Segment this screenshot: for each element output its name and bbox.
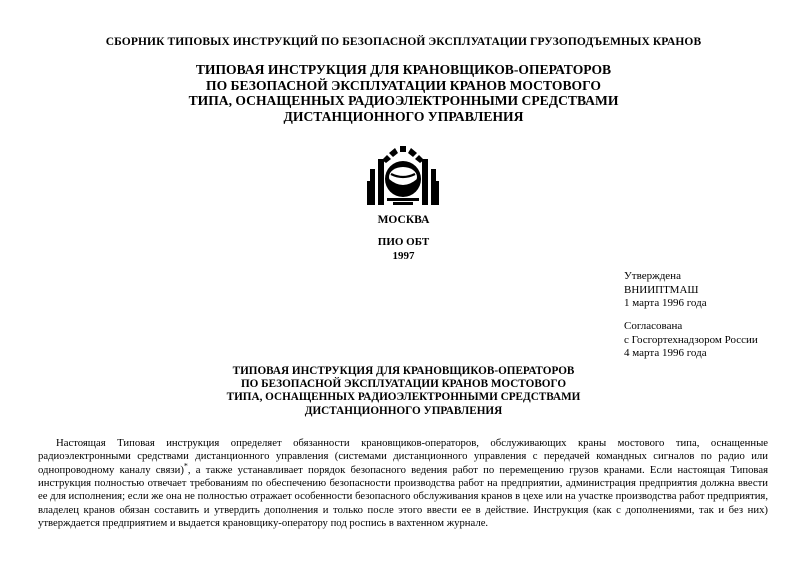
document-title-line: ТИПА, ОСНАЩЕННЫХ РАДИОЭЛЕКТРОННЫМИ СРЕДСТВАМИ xyxy=(226,391,581,404)
imprint-year: 1997 xyxy=(392,250,415,262)
document-title xyxy=(0,365,807,418)
intro-paragraph xyxy=(38,437,768,531)
main-title-line: ТИПОВАЯ ИНСТРУКЦИЯ ДЛЯ КРАНОВЩИКОВ-ОПЕРАТОРОВ xyxy=(195,62,612,77)
document-title-line: ПО БЕЗОПАСНОЙ ЭКСПЛУАТАЦИИ КРАНОВ МОСТОВОГО xyxy=(240,378,567,391)
agreement-block xyxy=(624,320,758,361)
publisher-emblem-icon xyxy=(367,145,439,205)
intro-paragraph-part: , а также устанавливает порядок безопасного ведения работ по перемещению грузов кранами. Если настоящая Типовая инструкция полностью отвечает требованиям по обеспечению безопасности производства работ на предприятии, администрация предприятия должна ввести ее для исполнения; если же она не полностью отражает особенности безопасного обслуживания кранов в цехе или на участке производства работ предприятия, владелец кранов обязан составить и утвердить дополнения и только после этого ввести ее в действие. Инструкция (как с дополнениями, так и без них) утверждается предприятием и выдается крановщику-оператору под роспись в вахтенном журнале. xyxy=(38,463,768,530)
imprint-publisher: ПИО ОБТ xyxy=(377,236,430,248)
agreement-line: с Госгортехнадзором России xyxy=(624,333,758,346)
main-title xyxy=(0,62,807,124)
footnote-mark[interactable]: * xyxy=(183,460,188,470)
approval-line: 1 марта 1996 года xyxy=(624,297,707,309)
series-title: СБОРНИК ТИПОВЫХ ИНСТРУКЦИЙ ПО БЕЗОПАСНОЙ ЭКСПЛУАТАЦИИ ГРУЗОПОДЪЕМНЫХ КРАНОВ xyxy=(105,36,702,48)
document-title-line: ТИПОВАЯ ИНСТРУКЦИЯ ДЛЯ КРАНОВЩИКОВ-ОПЕРАТОРОВ xyxy=(232,365,575,377)
intro-paragraph-part: Настоящая Типовая инструкция определяет обязанности крановщиков-операторов, обслуживающих краны мостового типа, оснащенные радиоэлектронными средствами дистанционного управления (системами дистанционного управления с передачей командных сигналов по радио или однопроводному каналу связи) xyxy=(38,436,768,476)
agreement-line: 4 марта 1996 года xyxy=(624,347,707,359)
approval-line: ВНИИПТМАШ xyxy=(624,283,699,296)
main-title-line: ТИПА, ОСНАЩЕННЫХ РАДИОЭЛЕКТРОННЫМИ СРЕДСТВАМИ xyxy=(188,93,619,108)
main-title-line: ДИСТАНЦИОННОГО УПРАВЛЕНИЯ xyxy=(283,108,524,124)
main-title-line: ПО БЕЗОПАСНОЙ ЭКСПЛУАТАЦИИ КРАНОВ МОСТОВОГО xyxy=(206,77,601,93)
approval-line: Утверждена xyxy=(624,270,681,282)
approval-block xyxy=(624,270,707,311)
imprint-city: МОСКВА xyxy=(377,214,430,226)
document-title-line: ДИСТАНЦИОННОГО УПРАВЛЕНИЯ xyxy=(304,404,503,417)
agreement-line: Согласована xyxy=(624,320,683,332)
